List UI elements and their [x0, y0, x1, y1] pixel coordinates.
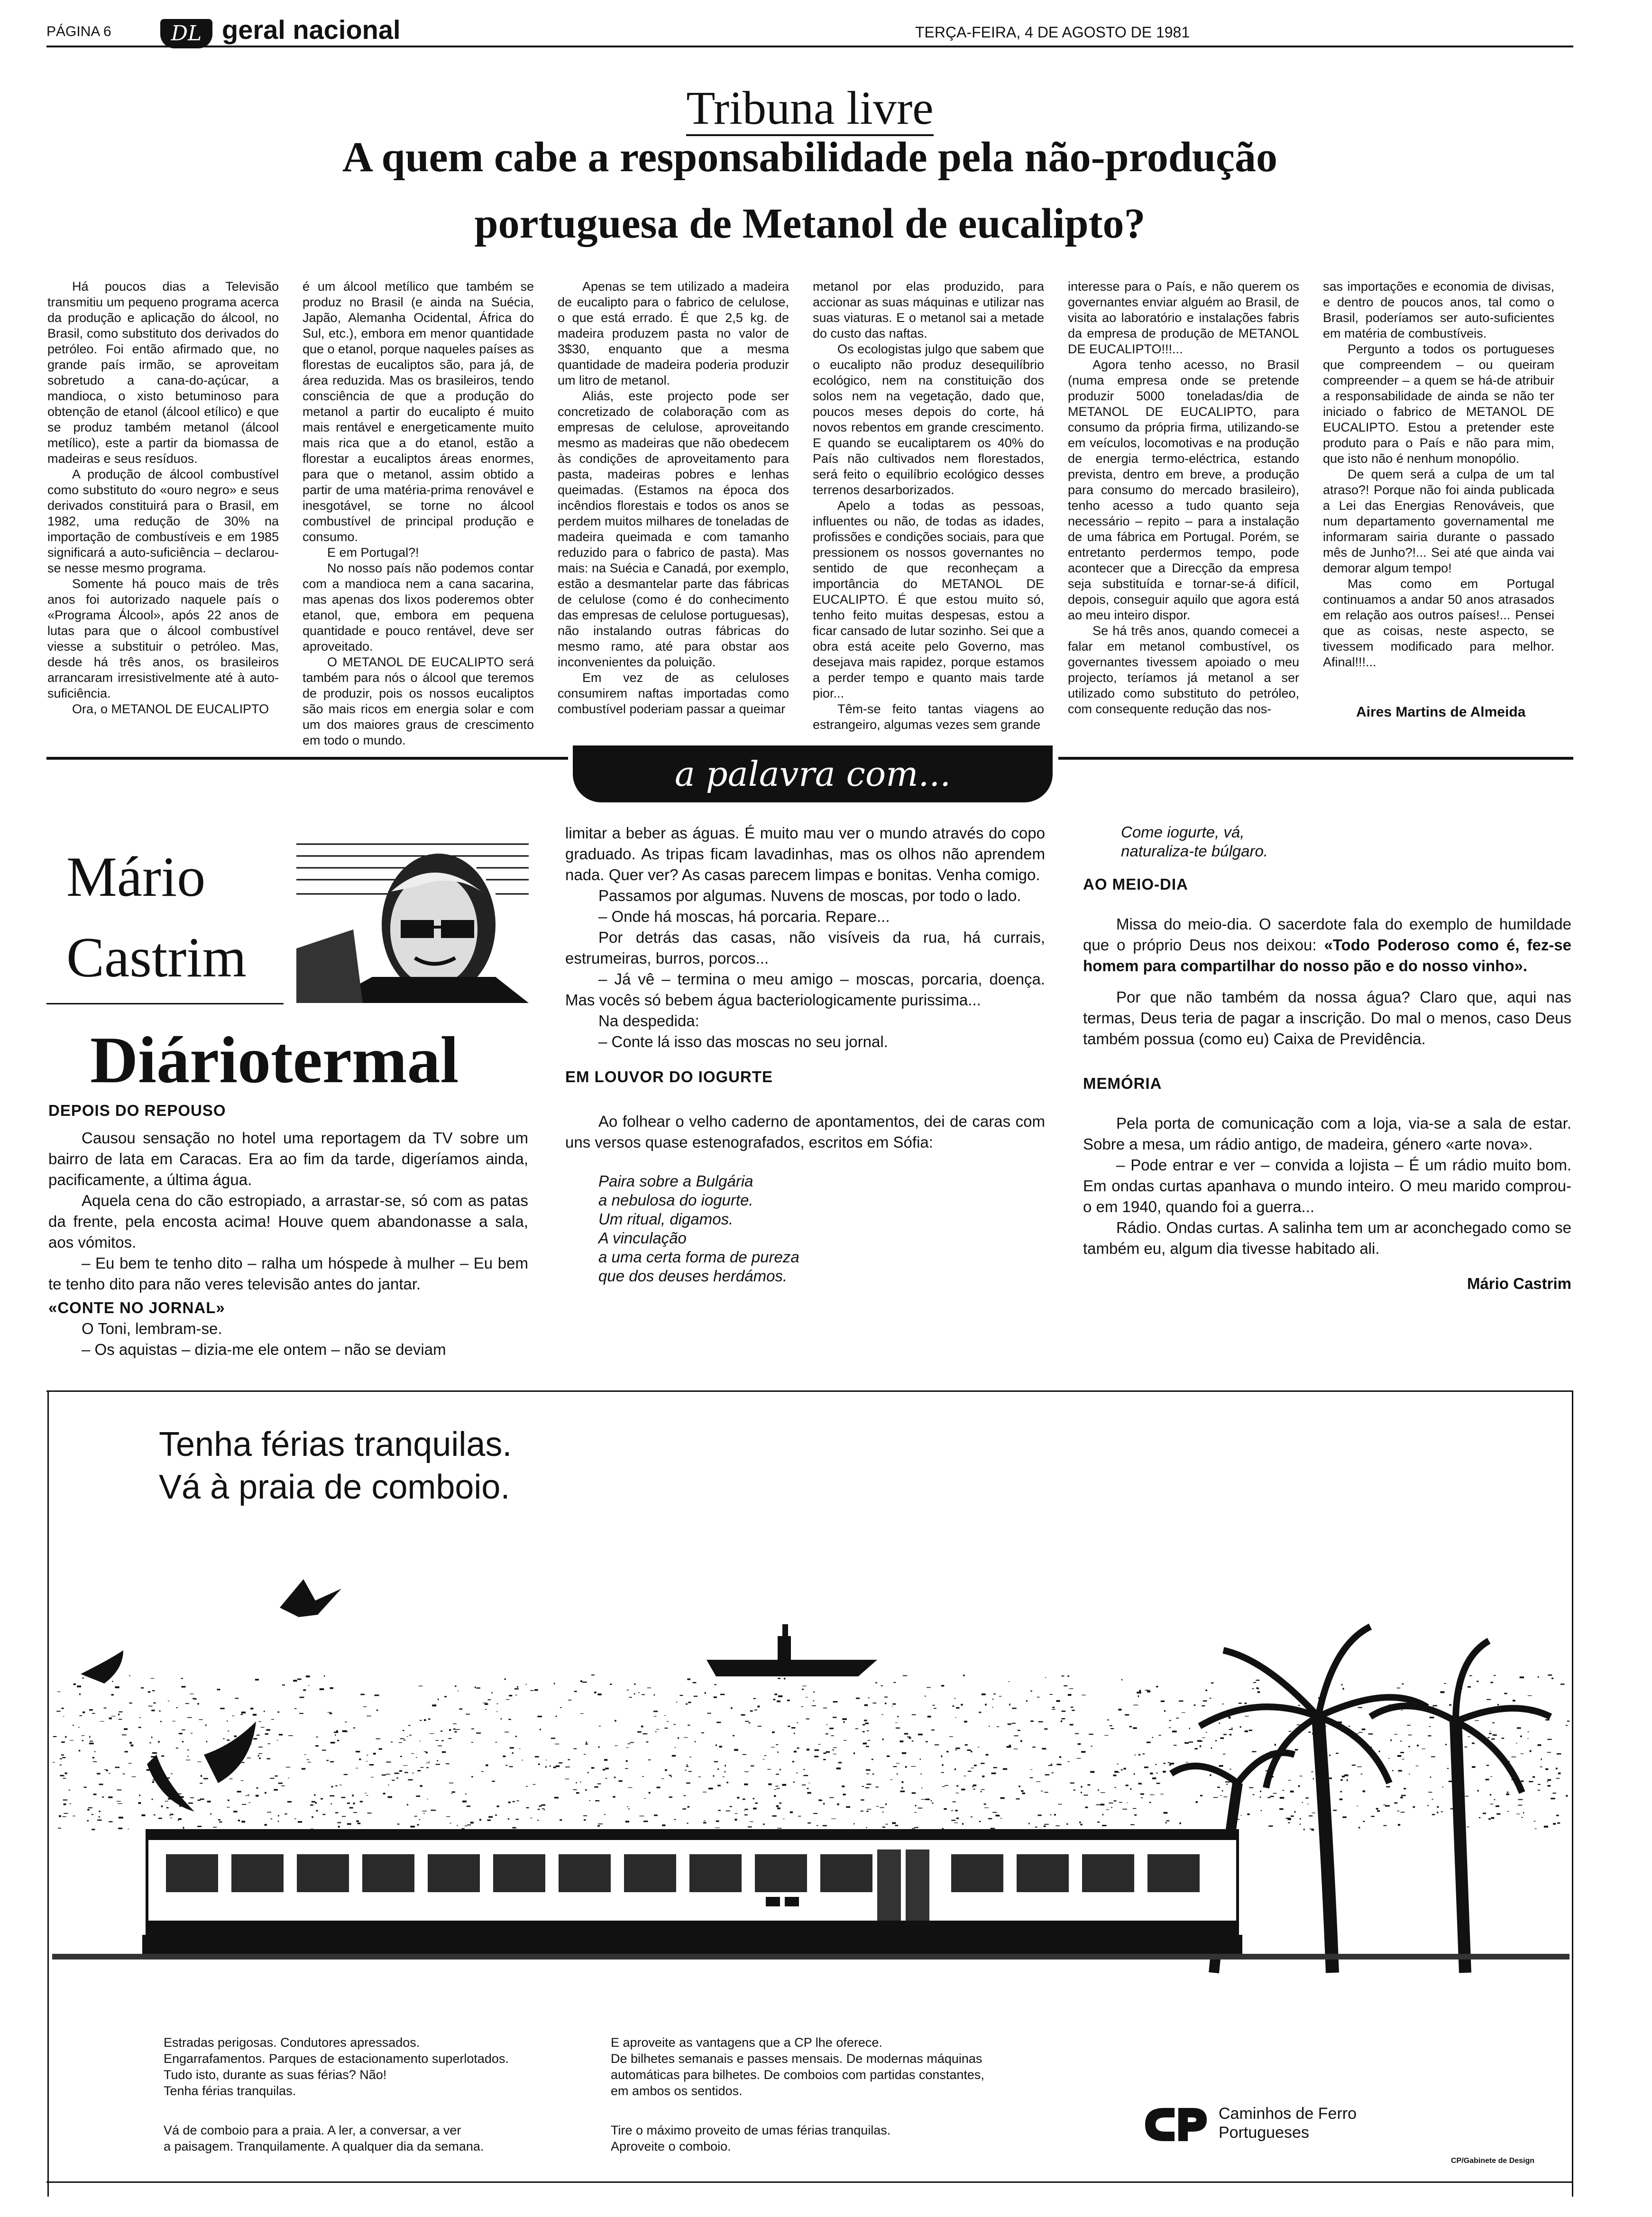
- paragraph: De quem será a culpa de um tal atraso?! Porque não foi ainda publicada a Lei das Energias Renováveis, que num departamento governamental me informaram sairia durante o passado mês de Junho?!... Sei até que ainda vai demorar algum tempo!: [1323, 467, 1554, 575]
- headline-line-1: A quem cabe a responsabilidade pela não-produção: [342, 134, 1277, 181]
- paragraph: Rádio. Ondas curtas. A salinha tem um ar aconchegado como se também eu, algum dia tivesse habitado ali.: [1083, 1219, 1571, 1257]
- paragraph: A produção de álcool combustível como substituto do «ouro negro» e seus derivados constituirá para o Brasil, em 1982, uma redução de 30% na importação de combustíveis e em 1985 significará a auto-suficiência – declarou-se nesse mesmo programa.: [47, 467, 279, 575]
- poem-line: que dos deuses herdámos.: [598, 1267, 788, 1285]
- ad-line: Aproveite o comboio.: [611, 2139, 731, 2153]
- paragraph: – Já vê – termina o meu amigo – moscas, porcaria, doença. Mas vocês só bebem água bacteriologicamente purissima...: [565, 970, 1045, 1009]
- paragraph: Pela porta de comunicação com a loja, via-se a sala de estar. Sobre a mesa, um rádio antigo, de madeira, género «arte nova».: [1083, 1114, 1571, 1153]
- headline-line-2: portuguesa de Metanol de eucalipto?: [474, 200, 1146, 247]
- page-number: PÁGINA 6: [46, 24, 111, 39]
- paragraph: Têm-se feito tantas viagens ao estrangeiro, algumas vezes sem grande: [813, 702, 1044, 732]
- paragraph: Os ecologistas julgo que sabem que o eucalipto não produz desequilíbrio ecológico, nem na constituição dos solos nem na vegetação, dado que, poucos meses depois do corte, há novos rebentos em grande crescimento. E quando se eucaliptarem os 40% do País não cultivados nem florestados, será feito o equilíbrio ecológico desses terrenos desarborizados.: [813, 342, 1044, 497]
- poem-line: a uma certa forma de pureza: [598, 1248, 799, 1266]
- ad-line: Tudo isto, durante as suas férias? Não!: [164, 2068, 387, 2082]
- ad-line: E aproveite as vantagens que a CP lhe oferece.: [611, 2035, 882, 2050]
- poem-line: a nebulosa do iogurte.: [598, 1191, 753, 1209]
- kicker-tribuna-livre: Tribuna livre: [46, 81, 1573, 135]
- subhead-ao-meio-dia: AO MEIO-DIA: [1083, 875, 1188, 893]
- ad-line: Tire o máximo proveito de umas férias tranquilas.: [611, 2123, 891, 2137]
- poem-line: Paira sobre a Bulgária: [598, 1172, 753, 1190]
- subhead-memoria: MEMÓRIA: [1083, 1075, 1162, 1092]
- ad-line: Tenha férias tranquilas.: [164, 2084, 296, 2098]
- ad-copy-middle: [611, 2034, 984, 2099]
- poem-ending: [1121, 823, 1571, 861]
- paragraph: Ao folhear o velho caderno de apontamentos, dei de caras com uns versos quase estenografados, escritos em Sófia:: [565, 1113, 1045, 1151]
- tribuna-column-5: [1068, 279, 1299, 717]
- tribuna-column-4: [813, 279, 1044, 733]
- tribuna-signature: Aires Martins de Almeida: [1356, 704, 1526, 720]
- paragraph: Apelo a todas as pessoas, influentes ou não, de todas as idades, profissões e condições sociais, para que pressionem os nossos governantes no sentido de que reconheçam a importância do METANOL DE EUCALIPTO. É que estou muito só, tenho feito muitas despesas, estou a ficar cansado de lutar sozinho. Sei que a obra está aceite pelo Governo, mas desejava mais rapidez, porque estamos a perder tempo e quanto mais tarde pior...: [813, 498, 1044, 700]
- cp-logo-icon: [1140, 2103, 1211, 2146]
- paragraph: Se há três anos, quando comecei a falar em metanol combustível, os governantes tivessem apoiado o meu projecto, teríamos já metanol a ser utilizado como substituto do petróleo, com consequente redução das nos-: [1068, 624, 1299, 716]
- ad-copy-left-2: [164, 2122, 484, 2154]
- paragraph: Aliás, este projecto pode ser concretizado de colaboração com as empresas de celulose, aproveitando mesmo as madeiras que não obedecem às condições de aproveitamento para pasta, madeiras pobres e lenhas queimadas. (Estamos na época dos incêndios florestais e todos os anos se perdem muitos milhares de toneladas de madeira queimada e com tamanho reduzido para o fabrico de pasta). Mas mais: na Suécia e Canadá, por exemplo, estão a desmantelar parte das fábricas de celulose (como é do conhecimento das empresas de celulose portuguesas), não instalando outras fábricas do mesmo ramo, até para obstar aos inconvenientes da poluição.: [558, 389, 789, 669]
- tribuna-column-6: [1323, 279, 1554, 670]
- diario-column-2: [565, 823, 1045, 1286]
- diario-signature: Mário Castrim: [1467, 1275, 1571, 1292]
- paragraph: Mas como em Portugal continuamos a andar 50 anos atrasados em relação aos outros países!... Pensei que as coisas, neste aspecto, se tivessem modificado para melhor. Afinal!!!...: [1323, 577, 1554, 669]
- paragraph: é um álcool metílico que também se produz no Brasil (e ainda na Suécia, Japão, Alemanha Ocidental, África do Sul, etc.), embora em menor quantidade que o etanol, porque naqueles países as florestas de eucaliptos são, para já, de área reduzida. Mas os brasileiros, tendo consciência de que a produção do metanol a partir do eucalipto é muito mais rentável e energeticamente muito mais rica que a do etanol, estão a florestar a eucaliptos áreas enormes, para que o metanol, assim obtido a partir de uma matéria-prima renovável e inesgotável, se torne no álcool combustível de principal produção e consumo.: [303, 279, 534, 544]
- poem-line: Um ritual, digamos.: [598, 1210, 734, 1228]
- poem: [598, 1172, 1045, 1286]
- ad-top-rule: [46, 1390, 1573, 1392]
- ad-right-border: [1572, 1390, 1573, 2197]
- ad-line: a paisagem. Tranquilamente. A qualquer dia da semana.: [164, 2139, 484, 2153]
- paragraph: Ora, o METANOL DE EUCALIPTO: [72, 702, 269, 716]
- palavra-banner-text: a palavra com...: [674, 754, 951, 794]
- paragraph: Por detrás das casas, não visíveis da rua, há currais, estrumeiras, burros, porcos...: [565, 929, 1045, 967]
- header-rule: [46, 46, 1573, 47]
- paragraph: Somente há pouco mais de três anos foi autorizado naquele país o «Programa Álcool», após 22 anos de lutas para que o álcool combustível viesse a substituir o petróleo. Mas, desde há três anos, os brasileiros arrancaram irresistivelmente até à auto-suficiência.: [47, 577, 279, 700]
- ad-line: Estradas perigosas. Condutores apressados.: [164, 2035, 420, 2050]
- paragraph: Passamos por algumas. Nuvens de moscas, por todo o lado.: [598, 887, 1021, 904]
- author-last-name: Castrim: [66, 926, 247, 989]
- train-illustration: [52, 1518, 1569, 2030]
- paragraph: – Onde há moscas, há porcaria. Repare...: [598, 908, 890, 925]
- tribuna-column-2: [303, 279, 534, 748]
- diario-column-1: [48, 1100, 528, 1360]
- paragraph: Pergunto a todos os portugueses que compreendem – ou queiram compreender – a quem se há-de atribuir a responsabilidade de ainda se não ter iniciado o fabrico de METANOL DE EUCALIPTO. Estou a pretender este produto para o País e não para mim, que isto não é nenhum monopólio.: [1323, 342, 1554, 466]
- subhead-depois-do-repouso: DEPOIS DO REPOUSO: [48, 1102, 226, 1119]
- paragraph: Aquela cena do cão estropiado, a arrastar-se, só com as patas da frente, pela encosta acima! Houve quem abandonasse a sala, aos vómitos.: [48, 1192, 528, 1251]
- paragraph: O Toni, lembram-se.: [82, 1320, 222, 1337]
- paragraph: Causou sensação no hotel uma reportagem da TV sobre um bairro de lata em Caracas. Era ao fim da tarde, digeríamos ainda, pacificamente, a última água.: [48, 1129, 528, 1188]
- column-title: Diáriotermal: [90, 1023, 459, 1097]
- design-credit: CP/Gabinete de Design: [1451, 2157, 1535, 2165]
- paragraph: Agora tenho acesso, no Brasil (numa empresa onde se pretende produzir 5000 toneladas/dia de METANOL DE EUCALIPTO, para consumo da própria firma, utilizando-se em veículos, locomotivas e na produção de energia termo-eléctrica, estando prevista, dentro em breve, a produção para consumo do mercado brasileiro), tenho acesso a tudo quanto seja necessário – repito – para a instalação de uma fábrica em Portugal. Porém, se entretanto perdermos tempo, pode acontecer que a Direcção da empresa seja substituída e tornar-se-á difícil, depois, conseguir aquilo que agora está ao meu inteiro dispor.: [1068, 358, 1299, 622]
- ad-left-border: [47, 1390, 49, 2197]
- paragraph: Em vez de as celuloses consumirem naftas importadas como combustível poderiam passar a queimar: [558, 671, 789, 716]
- poem-line: naturaliza-te búlgaro.: [1121, 842, 1268, 860]
- cp-brand-line-2: Portugueses: [1219, 2124, 1309, 2142]
- palavra-banner: [573, 745, 1053, 802]
- subhead-em-louvor-do-iogurte: EM LOUVOR DO IOGURTE: [565, 1068, 773, 1086]
- ad-line: Vá de comboio para a praia. A ler, a conversar, a ver: [164, 2123, 461, 2137]
- paragraph: sas importações e economia de divisas, e dentro de poucos anos, tal como o Brasil, poderíamos ser auto-suficientes em matéria de combustíveis.: [1323, 279, 1554, 340]
- author-first-name: Mário: [66, 845, 206, 908]
- paragraph: interesse para o País, e não querem os governantes enviar alguém ao Brasil, de visita ao laboratório e instalações fabris da empresa de produção de METANOL DE EUCALIPTO!!!...: [1068, 279, 1299, 356]
- logo-mark-text: DL: [171, 21, 202, 46]
- ad-line: De bilhetes semanais e passes mensais. De modernas máquinas: [611, 2051, 982, 2066]
- ad-headline-1: Tenha férias tranquilas.: [159, 1426, 512, 1463]
- paragraph: Por que não também da nossa água? Claro que, aqui nas termas, Deus teria de pagar a inscrição. Do mal o menos, caso Deus também possua (como eu) Caixa de Previdência.: [1083, 988, 1571, 1048]
- paragraph: O METANOL DE EUCALIPTO será também para nós o álcool que teremos de produzir, pois os nossos eucaliptos são mais ricos em energia solar e com um dos maiores graus de crescimento em todo o mundo.: [303, 655, 534, 747]
- section-title: geral nacional: [222, 15, 401, 45]
- ad-line: automáticas para bilhetes. De comboios com partidas constantes,: [611, 2068, 984, 2082]
- cp-brand-line-1: Caminhos de Ferro: [1219, 2105, 1357, 2123]
- author-portrait: [296, 835, 529, 1003]
- ad-headline-2: Vá à praia de comboio.: [159, 1468, 510, 1506]
- issue-date: TERÇA-FEIRA, 4 DE AGOSTO DE 1981: [915, 24, 1190, 41]
- ad-copy-middle-2: [611, 2122, 890, 2154]
- subhead-conte-no-jornal: «CONTE NO JORNAL»: [48, 1299, 225, 1316]
- section-rule-left: [46, 757, 568, 760]
- paragraph: Missa do meio-dia. O sacerdote fala do exemplo de humildade que o próprio Deus nos deixou: «Todo Poderoso como é, fez-se homem para compartilhar do nosso pão e do nosso vinho».: [1083, 915, 1572, 975]
- diario-column-3: [1083, 823, 1571, 1294]
- tribuna-column-3: [558, 279, 789, 717]
- quote-bold: «Todo Poderoso como é, fez-se homem para compartilhar do nosso pão e do nosso vinho».: [1083, 936, 1572, 975]
- tribuna-column-1: [47, 279, 279, 717]
- paragraph: – Eu bem te tenho dito – ralha um hóspede à mulher – Eu bem te tenho dito para não veres televisão antes do jantar.: [48, 1254, 528, 1293]
- paragraph: – Os aquistas – dizia-me ele ontem – não se deviam: [82, 1341, 446, 1358]
- paragraph: limitar a beber as águas. É muito mau ver o mundo através do copo graduado. As tripas ficam lavadinhas, mas os olhos não aprendem nada. Quer ver? As casas parecem limpas e bonitas. Venha comigo.: [565, 824, 1045, 883]
- author-name-rule: [46, 1003, 284, 1004]
- ad-line: Engarrafamentos. Parques de estacionamento superlotados.: [164, 2051, 509, 2066]
- paragraph: E em Portugal?!: [327, 545, 419, 560]
- paragraph: – Pode entrar e ver – convida a lojista – É um rádio muito bom. Em ondas curtas apanhava o mundo inteiro. O meu marido comprou-o em 1940, quando foi a guerra...: [1083, 1156, 1571, 1215]
- poem-line: Come iogurte, vá,: [1121, 823, 1245, 841]
- ad-line: em ambos os sentidos.: [611, 2084, 743, 2098]
- newspaper-logo-mark: [160, 19, 212, 48]
- paragraph: Na despedida:: [598, 1012, 699, 1030]
- paragraph: Há poucos dias a Televisão transmitiu um pequeno programa acerca da produção e aplicação do álcool, no Brasil, como substituto dos derivados do petróleo. Foi então afirmado que, no grande país irmão, se aproveitam sobretudo a cana-do-açúcar, a mandioca, o xisto betuminoso para obtenção de etanol (álcool etílico) e que se produz também metanol (álcool metílico), este a partir da biomassa de madeiras e seus resíduos.: [47, 279, 279, 466]
- ad-copy-left: [164, 2034, 509, 2099]
- paragraph: No nosso país não podemos contar com a mandioca nem a cana sacarina, mas apenas dos lixos poderemos obter etanol, que, embora em pequena quantidade e pouco rentável, deve ser aproveitado.: [303, 561, 534, 653]
- paragraph: – Conte lá isso das moscas no seu jornal.: [598, 1033, 888, 1050]
- page-bottom-rule: [46, 2181, 1573, 2183]
- paragraph: Apenas se tem utilizado a madeira de eucalipto para o fabrico de celulose, o que está errado. É que 2,5 kg. de madeira produzem pasta no valor de 3$30, enquanto que a mesma quantidade de madeira poderia produzir um litro de metanol.: [558, 279, 789, 387]
- poem-line: A vinculação: [598, 1229, 687, 1247]
- ad-train-beach-photo: [52, 1518, 1569, 2030]
- section-rule-right: [1058, 757, 1573, 760]
- paragraph: metanol por elas produzido, para accionar as suas máquinas e utilizar nas suas viaturas. E o metanol sai a metade do custo das naftas.: [813, 279, 1044, 340]
- portrait-graphic: [296, 835, 529, 1003]
- cp-logo: [1140, 2103, 1211, 2146]
